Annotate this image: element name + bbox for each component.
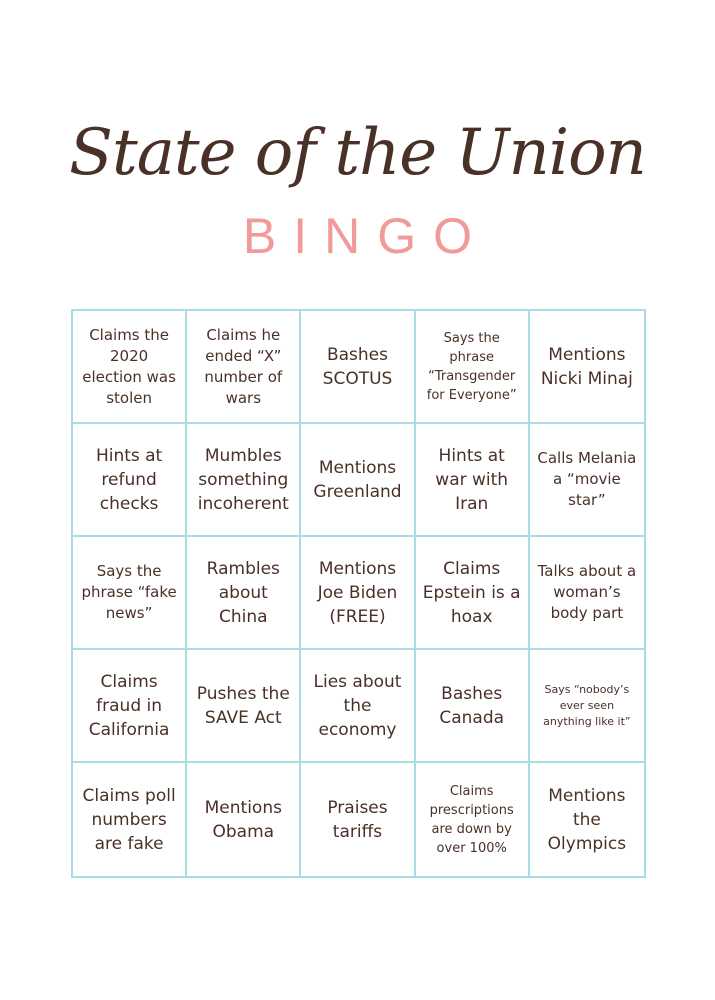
bingo-cell: Rambles about China bbox=[187, 537, 301, 650]
bingo-cell: Mentions Greenland bbox=[301, 424, 415, 537]
bingo-cell: Claims fraud in California bbox=[73, 650, 187, 763]
bingo-cell: Praises tariffs bbox=[301, 763, 415, 876]
bingo-cell: Hints at refund checks bbox=[73, 424, 187, 537]
bingo-cell: Claims prescriptions are down by over 100% bbox=[416, 763, 530, 876]
bingo-cell: Mumbles something incoherent bbox=[187, 424, 301, 537]
page-subtitle: BINGO bbox=[242, 208, 490, 264]
bingo-cell: Hints at war with Iran bbox=[416, 424, 530, 537]
bingo-cell: Mentions Nicki Minaj bbox=[530, 311, 644, 424]
bingo-cell: Mentions the Olympics bbox=[547, 785, 627, 854]
bingo-cell: Bashes Canada bbox=[416, 650, 530, 763]
bingo-cell: Mentions Obama bbox=[187, 763, 301, 876]
bingo-cell: Claims he ended “X” number of wars bbox=[187, 311, 301, 424]
bingo-cell: Says “nobody’s ever seen anything like it” bbox=[530, 650, 644, 763]
page-title: State of the Union bbox=[69, 116, 646, 190]
bingo-cell: Mentions Joe Biden (FREE) bbox=[301, 537, 415, 650]
bingo-cell: Claims poll numbers are fake bbox=[73, 763, 187, 876]
bingo-cell: Pushes the SAVE Act bbox=[187, 650, 301, 763]
bingo-cell: Claims the 2020 election was stolen bbox=[73, 311, 187, 424]
bingo-grid bbox=[71, 309, 646, 878]
bingo-cell: Says the phrase “Transgender for Everyone” bbox=[416, 311, 530, 424]
bingo-cell: Calls Melania a “movie star” bbox=[530, 424, 644, 537]
bingo-cell: Bashes SCOTUS bbox=[301, 311, 415, 424]
bingo-cell: Lies about the economy bbox=[301, 650, 415, 763]
bingo-cell: Claims Epstein is a hoax bbox=[416, 537, 530, 650]
bingo-cell: Talks about a woman’s body part bbox=[530, 537, 644, 650]
bingo-cell: Says the phrase “fake news” bbox=[73, 537, 187, 650]
